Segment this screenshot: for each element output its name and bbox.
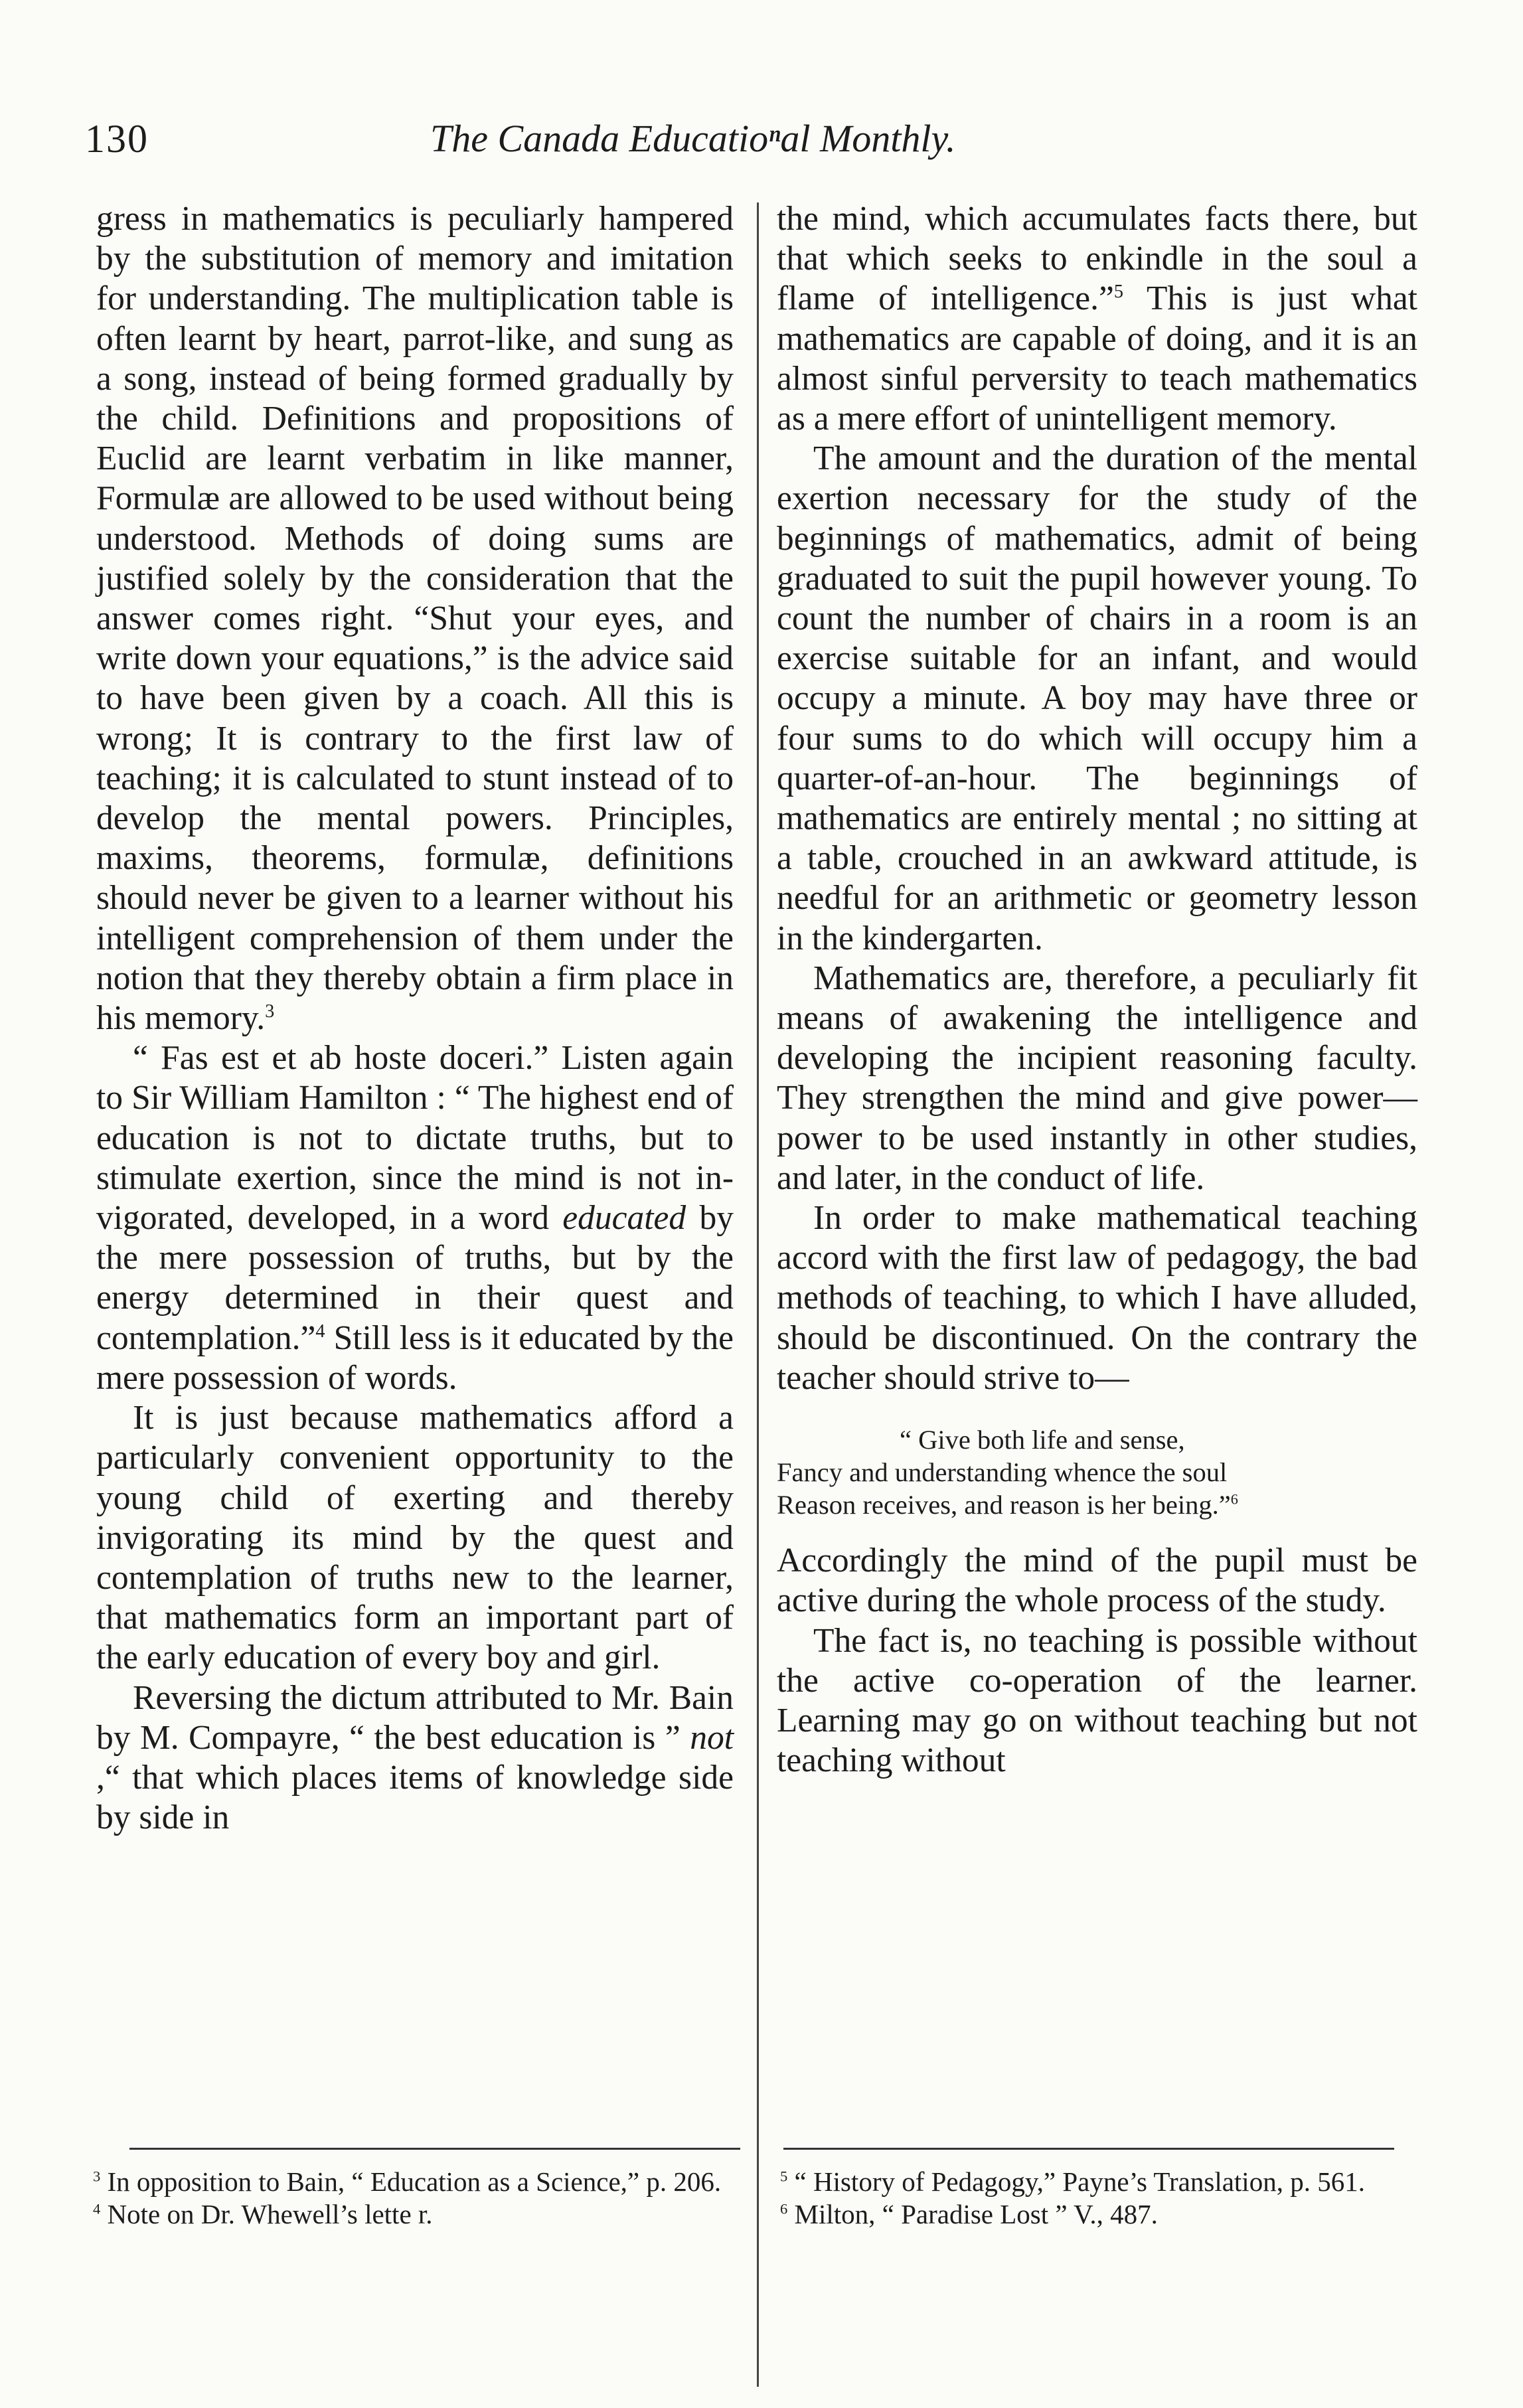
left-column [96,199,734,1838]
verse-quotation [777,1423,1417,1521]
paragraph: gress in mathematics is peculiarly hampered by the substitution of memory and imitation for understanding. The multiplication table is often learnt by heart, parrot-like, and sung as a song, instead of being formed gradually by the child. Definitions and propositions of Euclid are learnt verbatim in like manner, Formulæ are allowed to be used without being understood. Methods of doing sums are justified solely by the consideration that the answer comes right. “Shut your eyes, and write down your equations,” is the advice said to have been given by a coach. All this is wrong; It is contrary to the first law of teaching; it is calculated to stunt instead of to develop the mental powers. Principles, maxims, theorems, formulæ, definitions should never be given to a learner without his intelligent comprehension of them under the notion that they thereby obtain a firm place in his memory.$^3$ [96,200,734,1038]
footnote-ref: 3 [265,1001,275,1022]
footnote: $^4$ Note on Dr. Whewell’s lette r. [93,2199,433,2229]
paragraph: It is just because mathematics afford a particularly convenient opportunity to the young child of exerting and thereby invigorating its mind by the quest and contemplation of truths new to the learner, that mathematics form an important part of the early education of every boy and girl. [96,1399,734,1677]
footnote: $^5$ “ History of Pedagogy,” Payne’s Translation, p. 561. [780,2166,1365,2197]
footnote-mark: 5 [780,2168,788,2185]
footnote-mark: 6 [780,2200,788,2217]
footnote-ref: 4 [315,1321,325,1342]
paragraph: The amount and the duration of the mental exertion necessary for the study of the beginnings of mathematics, admit of being graduated to suit the pupil however young. To count the number of chairs in a room is an exercise suitable for an infant, and would occupy a minute. A boy may have three or four sums to do which will occupy him a quarter-of-an-hour. The beginnings of mathematics are entirely mental ; no sitting at a table, crouched in an awkward attitude, is needful for an arithmetic or geometry lesson in the kindergarten. [777,440,1417,957]
footnote-ref: 5 [1113,281,1123,303]
paragraph: the mind, which accumulates facts there, but that which seeks to enkindle in the soul a flame of intelligence.”$^5$ This is just what mathematics are capable of doing, and it is an almost sinful perversity to teach mathematics as a mere effort of unintelligent memory. [777,200,1417,438]
paragraph: The fact is, no teaching is possible without the active co-operation of the learner. Learning may go on without teaching but not teaching without [777,1621,1417,1780]
page-header [85,116,1406,176]
verse-line: “ Give both life and sense, [900,1425,1185,1455]
right-column [777,199,1417,1781]
paragraph: In order to make mathematical teaching accord with the first law of pedagogy, the bad methods of teaching, to which I have alluded, should be discontinued. On the contrary the teacher should strive to— [777,1199,1417,1397]
paragraph: “ Fas est et ab hoste doceri.” Listen again to Sir William Hamilton : “ The highest end of education is not to dictate truths, but to stimulate exertion, since the mind is not invigorated, developed, in a word educated by the mere possession of truths, but by the energy determined in their quest and contemplation.”$^4$ Still less is it educated by the mere possession of words. [96,1039,734,1397]
column-divider [757,202,759,2387]
verse-line: Reason receives, and reason is her being.”$^6$ [777,1490,1238,1520]
footnotes-right [780,2166,1417,2231]
footnote: $^3$ In opposition to Bain, “ Education as a Science,” p. 206. [93,2166,722,2197]
paragraph: Accordingly the mind of the pupil must be active during the whole process of the study. [777,1542,1417,1620]
paragraph: Mathematics are, therefore, a peculiarly fit means of awakening the intelligence and developing the incipient reasoning faculty. They strengthen the mind and give power— power to be used instantly in other studies, and later, in the conduct of life. [777,959,1417,1197]
verse-line: Fancy and understanding whence the soul [777,1457,1228,1488]
footnote-rule [783,2148,1394,2150]
footnote: $^6$ Milton, “ Paradise Lost ” V., 487. [780,2199,1158,2229]
footnotes-left [93,2166,737,2231]
page-number: 130 [85,117,149,161]
paragraph: Reversing the dictum attributed to Mr. Bain by M. Compayre, “ the best education is ” not ,“ that which places items of knowledge side by side in [96,1678,734,1837]
footnote-mark: 4 [93,2200,101,2217]
running-title: The Canada Educatioⁿal Monthly. [430,117,956,160]
footnote-rule [129,2148,740,2150]
footnote-mark: 3 [93,2168,101,2185]
footnote-ref: 6 [1230,1490,1238,1508]
